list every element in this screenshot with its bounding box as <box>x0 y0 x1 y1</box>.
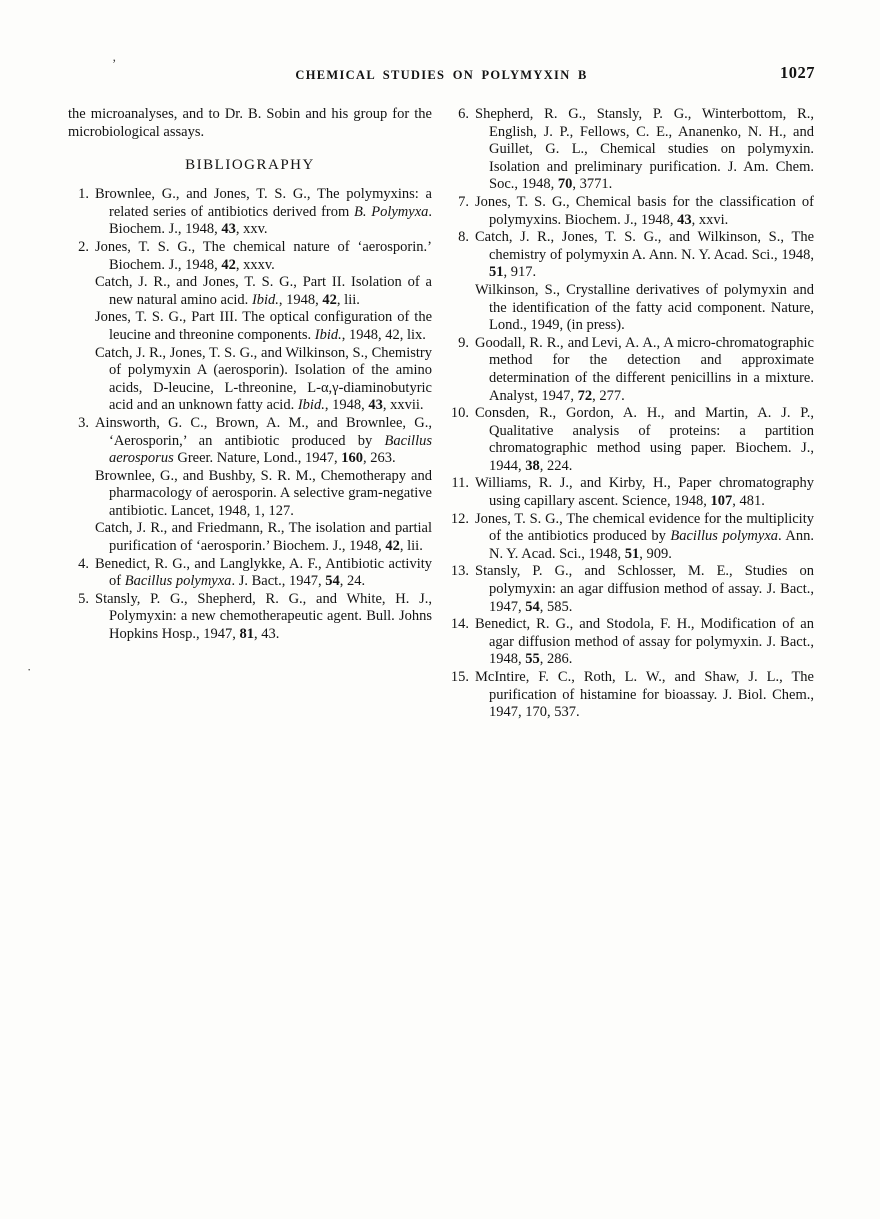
reference-number: 6. <box>458 106 469 122</box>
running-title: CHEMICAL STUDIES ON POLYMYXIN B <box>295 68 588 82</box>
bibliography-heading: BIBLIOGRAPHY <box>185 157 315 174</box>
reference-number <box>68 309 95 344</box>
reference-text: Goodall, R. R., and Levi, A. A., A micro-chromatographic method for the detection and approximate determination of the different penicillins in a mixture. Analyst, 1947, 72, 277. <box>475 334 814 404</box>
reference-item <box>68 309 432 344</box>
reference-item <box>448 616 814 669</box>
reference-item <box>68 468 432 521</box>
reference-item <box>68 520 432 555</box>
reference-number: 14. <box>450 616 469 633</box>
reference-item <box>448 106 814 194</box>
reference-text: Stansly, P. G., Shepherd, R. G., and White, H. J., Polymyxin: a new chemotherapeutic agent. Bull. Johns Hopkins Hosp., 1947, 81, 43. <box>95 590 432 643</box>
reference-text: Catch, J. R., Jones, T. S. G., and Wilkinson, S., Chemistry of polymyxin A (aerosporin). Isolation of the amino acids, D-leucine, L-threonine, L-α,γ-diaminobutyric acid and an unknown fatty acid. Ibid., 1948, 43, xxvii. <box>95 344 432 414</box>
reference-text: Stansly, P. G., and Schlosser, M. E., Studies on polymyxin: an agar diffusion method of assay. J. Bact., 1947, 54, 585. <box>475 563 814 615</box>
reference-number: 15. <box>450 669 469 685</box>
reference-text: Consden, R., Gordon, A. H., and Martin, A. J. P., Qualitative analysis of proteins: a partition chromatographic method using paper. Biochem. J., 1944, 38, 224. <box>475 405 814 474</box>
reference-number <box>68 468 95 521</box>
reference-item <box>68 415 432 468</box>
reference-number <box>68 274 95 309</box>
reference-item <box>448 194 814 229</box>
two-column-body <box>68 106 815 722</box>
reference-number <box>68 345 95 415</box>
reference-number: 11. <box>451 475 469 492</box>
page-number: 1027 <box>780 63 815 82</box>
acknowledgment-paragraph: the microanalyses, and to Dr. B. Sobin and his group for the microbiological assays. <box>68 106 432 140</box>
reference-number <box>68 520 95 555</box>
reference-number: 1. <box>78 186 89 203</box>
reference-text: Ainsworth, G. C., Brown, A. M., and Brownlee, G., ‘Aerosporin,’ an antibiotic produced by Bacillus aerosporus Greer. Nature, Lond., 1947, 160, 263. <box>95 414 432 467</box>
reference-item <box>68 186 432 239</box>
reference-number <box>448 282 475 335</box>
reference-item <box>68 239 432 274</box>
reference-text: Catch, J. R., and Friedmann, R., The isolation and partial purification of ‘aerosporin.’ Biochem. J., 1948, 42, lii. <box>95 520 432 555</box>
reference-text: McIntire, F. C., Roth, L. W., and Shaw, J. L., The purification of histamine for bioassay. J. Biol. Chem., 1947, 170, 537. <box>475 669 814 721</box>
reference-text: Catch, J. R., and Jones, T. S. G., Part II. Isolation of a new natural amino acid. Ibid., 1948, 42, lii. <box>95 274 432 308</box>
reference-text: Shepherd, R. G., Stansly, P. G., Winterbottom, R., English, J. P., Fellows, C. E., Ananenko, N. H., and Guillet, G. L., Chemical studies on polymyxin. Isolation and preliminary purification. J. Am. Chem. Soc., 1948, 70, 3771. <box>475 106 814 193</box>
reference-text: Brownlee, G., and Jones, T. S. G., The polymyxins: a related series of antibiotics derived from B. Polymyxa. Biochem. J., 1948, 43, xxv. <box>95 186 433 238</box>
reference-text: Benedict, R. G., and Langlykke, A. F., Antibiotic activity of Bacillus polymyxa. J. Bact., 1947, 54, 24. <box>95 555 432 590</box>
left-column <box>68 106 432 722</box>
scan-artifact-dot: · <box>27 662 32 677</box>
page-header <box>68 56 815 92</box>
reference-item <box>448 669 814 722</box>
reference-list-left <box>68 186 432 643</box>
reference-item <box>448 475 814 510</box>
reference-number: 13. <box>450 563 469 580</box>
reference-number: 2. <box>78 238 89 255</box>
reference-item <box>448 405 814 475</box>
reference-number: 10. <box>450 405 469 422</box>
reference-item <box>448 335 814 405</box>
reference-text: Jones, T. S. G., Chemical basis for the classification of polymyxins. Biochem. J., 1948, 43, xxvi. <box>475 193 814 228</box>
reference-number: 7. <box>458 193 469 210</box>
reference-item <box>68 345 432 415</box>
reference-number: 8. <box>458 229 469 246</box>
reference-text: Catch, J. R., Jones, T. S. G., and Wilkinson, S., The chemistry of polymyxin A. Ann. N. Y. Acad. Sci., 1948, 51, 917. <box>475 229 814 281</box>
reference-item <box>448 563 814 616</box>
reference-number: 4. <box>78 555 89 572</box>
reference-text: Wilkinson, S., Crystalline derivatives of polymyxin and the identification of the fatty acid component. Nature, Lond., 1949, (in press). <box>475 281 814 334</box>
reference-number: 12. <box>450 510 469 527</box>
reference-item <box>68 591 432 644</box>
reference-text: Jones, T. S. G., The chemical evidence for the multiplicity of the antibiotics produced by Bacillus polymyxa. Ann. N. Y. Acad. Sci., 1948, 51, 909. <box>475 510 814 562</box>
reference-text: Jones, T. S. G., The chemical nature of ‘aerosporin.’ Biochem. J., 1948, 42, xxxv. <box>95 238 432 273</box>
reference-text: Benedict, R. G., and Stodola, F. H., Modification of an agar diffusion method of assay for polymyxin. J. Bact., 1948, 55, 286. <box>475 616 814 668</box>
reference-number: 9. <box>458 334 469 351</box>
right-column <box>448 106 814 722</box>
reference-list-right <box>448 106 814 722</box>
reference-number: 3. <box>78 414 89 431</box>
reference-text: Jones, T. S. G., Part III. The optical configuration of the leucine and threonine components. Ibid., 1948, 42, lix. <box>95 309 432 343</box>
reference-item <box>448 229 814 282</box>
reference-text: Brownlee, G., and Bushby, S. R. M., Chemotherapy and pharmacology of aerosporin. A selective gram-negative antibiotic. Lancet, 1948, 1, 127. <box>95 467 432 519</box>
reference-item <box>448 511 814 564</box>
reference-text: Williams, R. J., and Kirby, H., Paper chromatography using capillary ascent. Science, 1948, 107, 481. <box>475 475 814 510</box>
reference-number: 5. <box>78 590 89 607</box>
reference-item <box>68 274 432 309</box>
reference-item <box>68 556 432 591</box>
reference-item <box>448 282 814 335</box>
scan-artifact-mark: ’ <box>112 56 117 71</box>
